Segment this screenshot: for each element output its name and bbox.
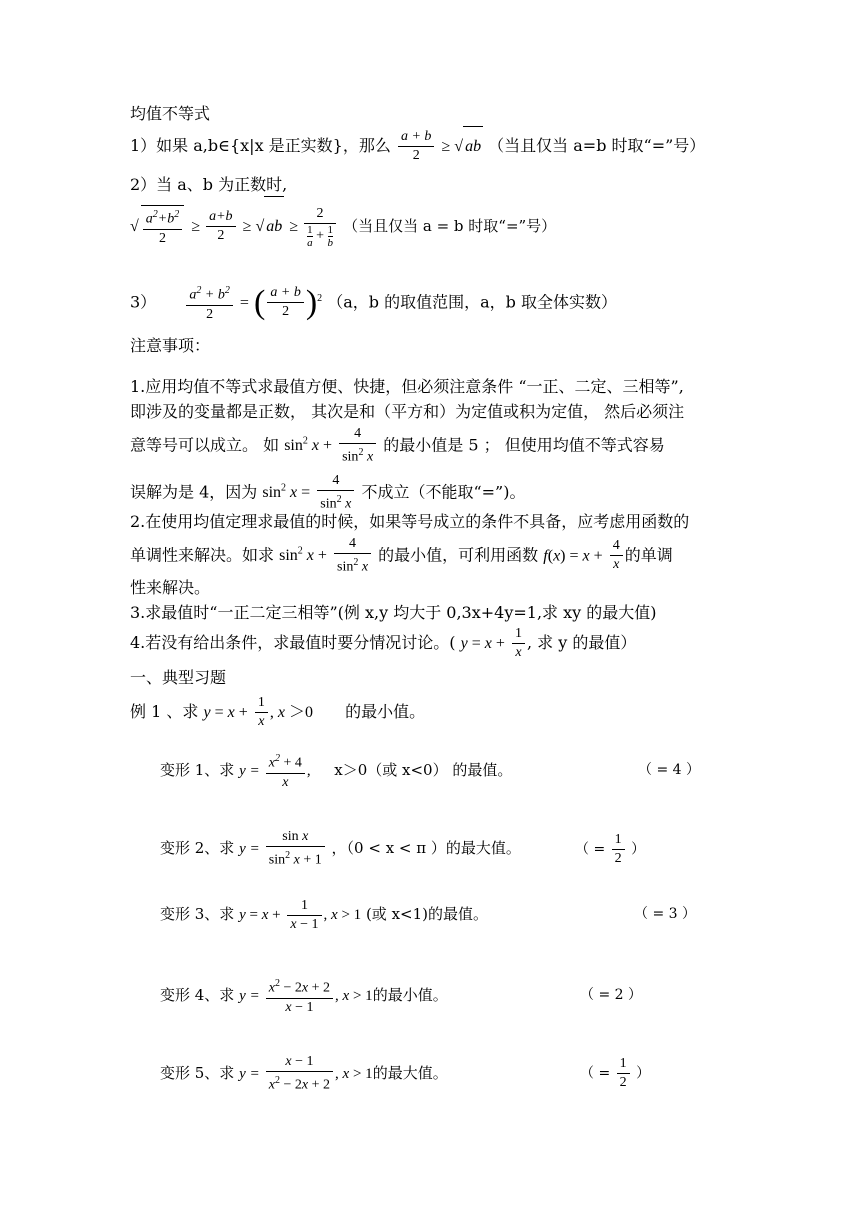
variant-4-answer: （ = 2 ） bbox=[580, 987, 642, 1003]
note-1-line-1: 1.应用均值不等式求最值方便、快捷，但必须注意条件 “一正、二定、三相等”, bbox=[130, 377, 684, 396]
note-2-line-3: 性来解决。 bbox=[130, 578, 211, 597]
formula-4-over-sin2: $\frac{4}{\sin^2 x}$ bbox=[339, 425, 376, 467]
note-2-line-1: 2.在使用均值定理求最值的时候，如果等号成立的条件不具备，应考虑用函数的 bbox=[130, 512, 690, 531]
rule-2-label: 2）当 a、b 为正数时, bbox=[130, 175, 288, 194]
note-1-line-2: 即涉及的变量都是正数， 其次是和（平方和）为定值或积为定值， 然后必须注 bbox=[130, 402, 685, 421]
formula-qm: $\frac{a^2+b^2}{2}$ bbox=[141, 205, 184, 248]
variant-5-answer: （ = $\frac{1}{2}$ ） bbox=[580, 1056, 651, 1090]
note-1-line-3: 意等号可以成立。 如 $\sin^2 x$ + $\frac{4}{\sin^2 x}$ 的最小值是 5 ； 但使用均值不等式容易 bbox=[130, 426, 665, 465]
variant-3-answer: （ = 3 ） bbox=[634, 906, 696, 922]
formula-am-2: $\frac{a+b}{2}$ bbox=[206, 208, 235, 245]
note-1-line-4: 误解为是 4，因为 $\sin^2 x$ = $\frac{4}{\sin^2 x}$ 不成立（不能取“=”)。 bbox=[130, 473, 526, 512]
rule-1-pre: 1）如果 a,b∈{x|x 是正实数}，那么 bbox=[130, 136, 391, 155]
formula-sq-mean: $\frac{a^2 + b^2}{2}$ bbox=[186, 282, 232, 324]
note-2-line-2: 单调性来解决。如求 $\sin^2 x$ + $\frac{4}{\sin^2 x}$ 的最小值，可利用函数 f(x) = x + $\frac{4}{x}$ 的单调 bbox=[130, 536, 673, 575]
variant-5: 变形 5、求 y = $\frac{x - 1}{x^2 - 2x + 2}$ , x > 1的最大值。 bbox=[160, 1054, 448, 1093]
formula-hm: 2 $\frac{1}{a}$ + $\frac{1}{b}$ bbox=[304, 205, 336, 249]
note-3: 3.求最值时“一正二定三相等”(例 x,y 均大于 0,3x+4y=1,求 xy 的最大值) bbox=[130, 603, 657, 622]
formula-am: $\frac{a + b}{2}$ bbox=[398, 128, 434, 165]
variant-2-answer: （ = $\frac{1}{2}$ ） bbox=[575, 832, 646, 866]
variant-2: 变形 2、求 y = $\frac{\text{sin x}}{\sin^2 x + 1}$ ，（0 < x < π ）的最大值。 bbox=[160, 829, 521, 868]
rule-2-post: （当且仅当 a = b 时取“=”号） bbox=[343, 217, 557, 235]
heading: 均值不等式 bbox=[130, 104, 211, 123]
variant-1: 变形 1、求 y = $\frac{x^2 + 4}{x}$ , x＞0（或 x<0） 的最值。 bbox=[160, 748, 512, 793]
formula-geq: ≥ bbox=[441, 138, 455, 155]
variant-4: 变形 4、求 y = $\frac{x^2 - 2x + 2}{x - 1}$ , x > 1的最小值。 bbox=[160, 973, 448, 1018]
variant-3: 变形 3、求 y = x + $\frac{1}{x - 1}$ , x > 1 (或 x<1)的最值。 bbox=[160, 897, 488, 932]
section-title: 一、典型习题 bbox=[130, 668, 227, 687]
rule-1-post: （当且仅当 a=b 时取“=”号） bbox=[488, 136, 706, 155]
rule-3-pre: 3） bbox=[130, 292, 157, 312]
rule-3-post: （a，b 的取值范围，a，b 取全体实数） bbox=[327, 292, 617, 312]
formula-gm: √ ab bbox=[454, 138, 483, 155]
rule-3: 3） $\frac{a^2 + b^2}{2}$ = ( $\frac{a + b}{2}$ )$^2$ （a，b 的取值范围，a，b 取全体实数） bbox=[130, 283, 617, 322]
notes-title: 注意事项： bbox=[130, 336, 211, 355]
rule-2-formula: √ $\frac{a^2+b^2}{2}$ ≥ $\frac{a+b}{2}$ ≥ √ ab ≥ 2 $\frac{1}{a}$ + $\frac{1}{b}$ （当且仅当 a = b 时取“=”号） bbox=[130, 196, 556, 257]
variant-1-answer: （ = 4 ） bbox=[638, 762, 700, 778]
note-4: 4.若没有给出条件，求最值时要分情况讨论。( y = x + $\frac{1}{x}$ , 求 y 的最值） bbox=[130, 626, 637, 660]
example-1: 例 1 、求 y = x + $\frac{1}{x}$ , x ＞0 的最小值。 bbox=[130, 695, 426, 729]
rule-1 bbox=[130, 126, 705, 167]
